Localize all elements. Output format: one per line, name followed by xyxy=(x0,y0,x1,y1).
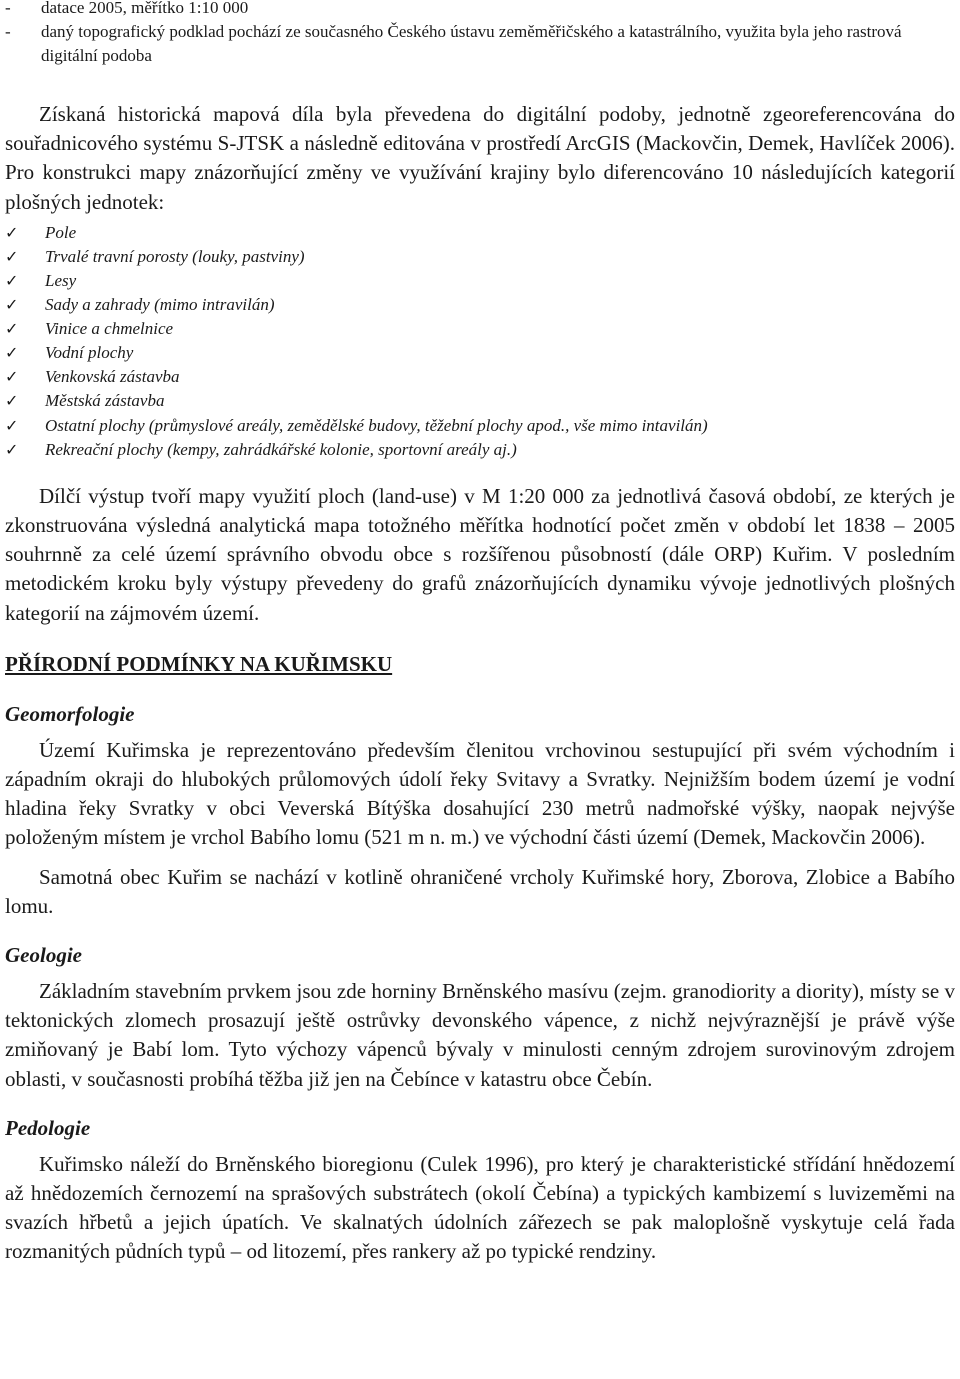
list-item: ✓ Sady a zahrady (mimo intravilán) xyxy=(5,293,955,317)
list-item: ✓ Lesy xyxy=(5,269,955,293)
subheading-pedologie: Pedologie xyxy=(5,1115,91,1140)
subheading-geomorfologie: Geomorfologie xyxy=(5,701,135,726)
check-icon: ✓ xyxy=(5,367,19,387)
paragraph-geologie: Základním stavebním prvkem jsou zde horniny Brněnského masívu (zejm. granodiority a diority), místy se v tektonických zlomech prosazují ještě ostrůvky devonského vápence, z nichž nejvýraznější je právě výše zmiňovaný je Babí lom. Tyto výchozy vápenců bývaly v minulosti cenným zdrojem surovinovým zdrojem oblasti, v současnosti probíhá těžba již jen na Čebínce v katastru obce Čebín. xyxy=(5,978,955,1091)
paragraph-pedologie: Kuřimsko náleží do Brněnského bioregionu (Culek 1996), pro který je charakteristické střídání hnědozemí až hnědozemích černozemí na sprašových substrátech (okolí Čebína) a typických kambizemí s luvizeměmi na svazích hřbetů a jejich úpatích. Ve skalnatých údolních zářezech se pak maloplošně vyskytuje celá řada rozmanitých půdních typů – od litozemí, přes rankery až po typické rendziny. xyxy=(5,1151,955,1264)
paragraph-methods: Získaná historická mapová díla byla převedena do digitální podoby, jednotně zgeoreferencována do souřadnicového systému S-JTSK a následně editována v prostředí ArcGIS (Mackovčin, Demek, Havlíček 2006). Pro konstrukci mapy znázorňující změny ve využívání krajiny bylo diferencováno 10 následujících kategorií plošných jednotek: xyxy=(5,102,955,214)
paragraph-output: Dílčí výstup tvoří mapy využití ploch (land-use) v M 1:20 000 za jednotlivá časová období, ze kterých je zkonstruována výsledná analytická mapa totožného měřítka hodnotící počet změn v období let 1838 – 2005 souhrnně za celé území správního obvodu obce s rozšířenou působností (dále ORP) Kuřim. V posledním metodickém kroku byly výstupy převedeny do grafů znázorňujících dynamiku vývoje jednotlivých plošných kategorií na zájmovém území. xyxy=(5,483,955,625)
list-item: ✓ Trvalé travní porosty (louky, pastviny) xyxy=(5,245,955,269)
check-icon: ✓ xyxy=(5,246,19,266)
check-icon: ✓ xyxy=(5,415,19,435)
check-icon: ✓ xyxy=(5,391,19,411)
section-heading: PŘÍRODNÍ PODMÍNKY NA KUŘIMSKU xyxy=(5,651,393,676)
intro-list xyxy=(5,0,955,68)
subheading-geologie: Geologie xyxy=(5,942,82,967)
list-item: ✓ Pole xyxy=(5,221,955,245)
list-item: - daný topografický podklad pochází ze současného Českého ústavu zeměměřičského a katastrálního, využita byla jeho rastrová digitální podoba xyxy=(5,22,902,65)
dash-bullet: - xyxy=(5,22,11,41)
check-icon: ✓ xyxy=(5,295,19,315)
check-icon: ✓ xyxy=(5,319,19,339)
list-item: ✓ Vinice a chmelnice xyxy=(5,317,955,341)
check-icon: ✓ xyxy=(5,439,19,459)
list-item: ✓ Rekreační plochy (kempy, zahrádkářské kolonie, sportovní areály aj.) xyxy=(5,438,955,462)
check-icon: ✓ xyxy=(5,222,19,242)
list-item: - datace 2005, měřítko 1:10 000 xyxy=(5,0,955,20)
paragraph-geomorfologie-2: Samotná obec Kuřim se nachází v kotlině ohraničené vrcholy Kuřimské hory, Zborova, Zlobice a Babího lomu. xyxy=(5,864,955,918)
category-list xyxy=(5,221,955,462)
check-icon: ✓ xyxy=(5,271,19,290)
list-item: ✓ Ostatní plochy (průmyslové areály, zemědělské budovy, těžební plochy apod., vše mimo intavilán) xyxy=(5,414,955,438)
dash-bullet: - xyxy=(5,0,11,17)
list-item: ✓ Vodní plochy xyxy=(5,341,955,365)
check-icon: ✓ xyxy=(5,343,19,363)
list-item: ✓ Městská zástavba xyxy=(5,389,955,413)
document-page xyxy=(5,0,955,1267)
list-item: ✓ Venkovská zástavba xyxy=(5,365,955,389)
paragraph-geomorfologie-1: Území Kuřimska je reprezentováno především členitou vrchovinou sestupující při svém východním i západním okraji do hlubokých průlomových údolí řeky Svitavy a Svratky. Nejnižším bodem území je vodní hladina řeky Svratky v obci Veverská Bítýška dosahující 230 metrů nadmořské výšky, naopak nejvýše položeným místem je vrchol Babího lomu (521 m n. m.) ve východní části území (Demek, Mackovčin 2006). xyxy=(5,737,955,850)
